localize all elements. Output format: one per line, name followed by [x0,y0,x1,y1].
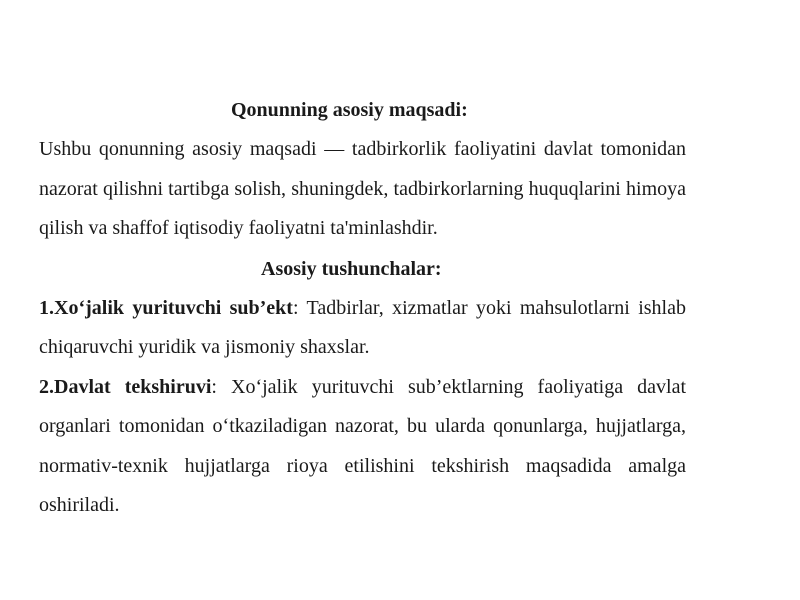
document-body [39,90,686,526]
definition-separator: : [292,296,299,319]
definition-term: 2.Davlat tekshiruvi [39,375,212,398]
definition-item [39,289,686,368]
section-heading-purpose: Qonunning asosiy maqsadi: [231,99,468,121]
definition-text: Tadbirlar, xizmatlar yoki mahsulotlarni ishlab chiqaruvchi yuridik va jismoniy shaxslar. [39,296,686,358]
definition-separator: : [211,375,217,398]
definition-text: Xo‘jalik yurituvchi sub’ektlarning faoliyatiga davlat organlari tomonidan o‘tkaziladigan nazorat, bu ularda qonunlarga, hujjatlarga, normativ-texnik hujjatlarga rioya etilishini tekshirish maqsadida amalga oshiriladi. [39,375,686,516]
definition-item [39,368,686,526]
purpose-paragraph: Ushbu qonunning asosiy maqsadi — tadbirkorlik faoliyatini davlat tomonidan nazorat qilishni tartibga solish, shuningdek, tadbirkorlarning huquqlarini himoya qilish va shaffof iqtisodiy faoliyatni ta'minlashdir. [39,138,686,239]
section-heading-concepts: Asosiy tushunchalar: [261,257,442,280]
definition-term: 1.Xo‘jalik yurituvchi sub’ekt [39,296,293,319]
